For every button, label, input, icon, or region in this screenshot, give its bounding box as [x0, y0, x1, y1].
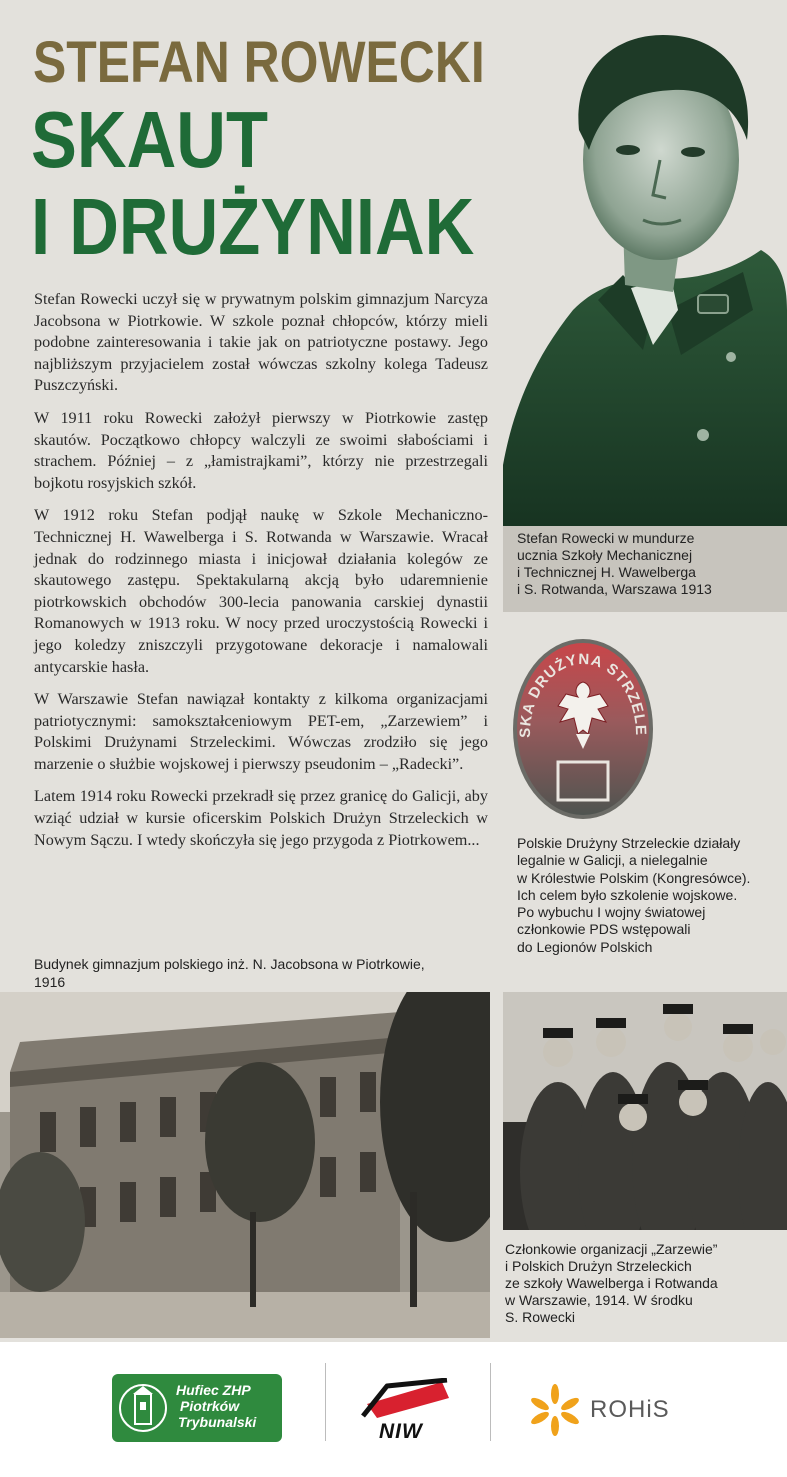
caption-line: Członkowie organizacji „Zarzewie” [505, 1241, 718, 1257]
caption-line: Po wybuchu I wojny światowej [517, 904, 706, 921]
paragraph-3: W 1912 roku Stefan podjął naukę w Szkole Mechaniczno-Technicznej H. Wawelberga i S. Rotwanda w Warszawie. Wracał jednak do rodzinnego miasta i inicjował działania kolegów ze skautowego zastępu. Spektakularną akcją było udaremnienie piotrkowskich obchodów 300-lecia panowania carskiej dynastii Romanowych w 1913 roku. W nocy przed uroczystością Rowecki i jego koledzy zniszczyli przygotowane dekoracje i namalowali antycarskie hasła. [34, 506, 488, 676]
caption-line: Stefan Rowecki w mundurze [517, 530, 695, 546]
paragraph-5: Latem 1914 roku Rowecki przekradł się przez granicę do Galicji, aby wziąć udział w kursie oficerskim Polskich Drużyn Strzeleckich w Nowym Sączu. I wtedy skończyła się jego przygoda z Piotrkowem... [34, 787, 488, 849]
caption-line: w Królestwie Polskim (Kongresówce). [517, 869, 751, 886]
caption-line: S. Rowecki [505, 1309, 576, 1325]
group-photo [503, 992, 787, 1230]
paragraph-2: W 1911 roku Rowecki założył pierwszy w Piotrkowie zastęp skautów. Początkowo chłopcy walczyli ze swoimi słabościami i strachem. Później – z „łamistrajkami”, którzy nie przestrzegali bojkotu rosyjskich szkół. [34, 408, 488, 492]
caption-line: i Technicznej H. Wawelberga [517, 564, 696, 580]
caption-line: Ich celem było szkolenie wojskowe. [517, 886, 738, 903]
building-caption [34, 955, 425, 991]
title-line-1: STEFAN ROWECKI [33, 30, 485, 95]
caption-line: i Polskich Drużyn Strzeleckich [505, 1258, 692, 1274]
portrait-caption [517, 530, 712, 598]
niw-logo [357, 1378, 457, 1448]
caption-line: legalnie w Galicji, a nielegalnie [517, 852, 708, 869]
title-line-3: I DRUŻYNIAK [31, 182, 475, 271]
caption-line: do Legionów Polskich [517, 938, 653, 955]
building-photo [0, 992, 490, 1338]
hufiec-line: Hufiec ZHP [176, 1382, 251, 1398]
hufiec-zhp-logo [112, 1374, 282, 1442]
footer-divider [490, 1363, 491, 1441]
paragraph-1: Stefan Rowecki uczył się w prywatnym polskim gimnazjum Narcyza Jacobsona w Piotrkowie. W szkole poznał chłopców, którzy mieli podobne zainteresowania i takie jak on patriotyczne postawy. Jego najbliższym przyjacielem został wówczas szkolny kolega Tadeusz Puszczyński. [34, 290, 488, 395]
rohis-star-icon [530, 1384, 580, 1436]
caption-line: Budynek gimnazjum polskiego inż. N. Jacobsona w Piotrkowie, [34, 956, 425, 972]
rohis-text: ROHiS [590, 1396, 670, 1423]
caption-line: ze szkoły Wawelberga i Rotwanda [505, 1275, 718, 1291]
caption-line: 1916 [34, 974, 66, 990]
caption-line: ucznia Szkoły Mechanicznej [517, 547, 693, 563]
portrait-photo [503, 10, 787, 530]
paragraph-4: W Warszawie Stefan nawiązał kontakty z kilkoma organizacjami patriotycznymi: samokształceniowym PET-em, „Zarzewiem” i Polskimi Drużynami Strzeleckimi. Wówczas zrodziło się jego marzenie o służbie wojskowej i pierwszy pseudonim – „Radecki”. [34, 690, 488, 773]
caption-line: Polskie Drużyny Strzeleckie działały [517, 835, 741, 851]
flag-icon [357, 1378, 457, 1424]
title-line-2: SKAUT [31, 95, 268, 184]
hufiec-line: Piotrków [180, 1398, 240, 1414]
caption-line: i S. Rotwanda, Warszawa 1913 [517, 581, 712, 597]
group-caption [505, 1241, 718, 1326]
niw-text: NIW [379, 1420, 423, 1443]
tower-icon [118, 1380, 168, 1436]
caption-line: członkowie PDS wstępowali [517, 921, 691, 938]
article-body [34, 289, 488, 862]
hufiec-line: Trybunalski [178, 1414, 257, 1430]
footer-divider [325, 1363, 326, 1441]
badge-text: SKA DRUŻYNA STRZELE [516, 650, 650, 738]
pds-badge [508, 634, 658, 824]
caption-line: w Warszawie, 1914. W środku [505, 1292, 693, 1308]
rohis-logo [530, 1380, 690, 1440]
badge-caption [517, 835, 750, 956]
